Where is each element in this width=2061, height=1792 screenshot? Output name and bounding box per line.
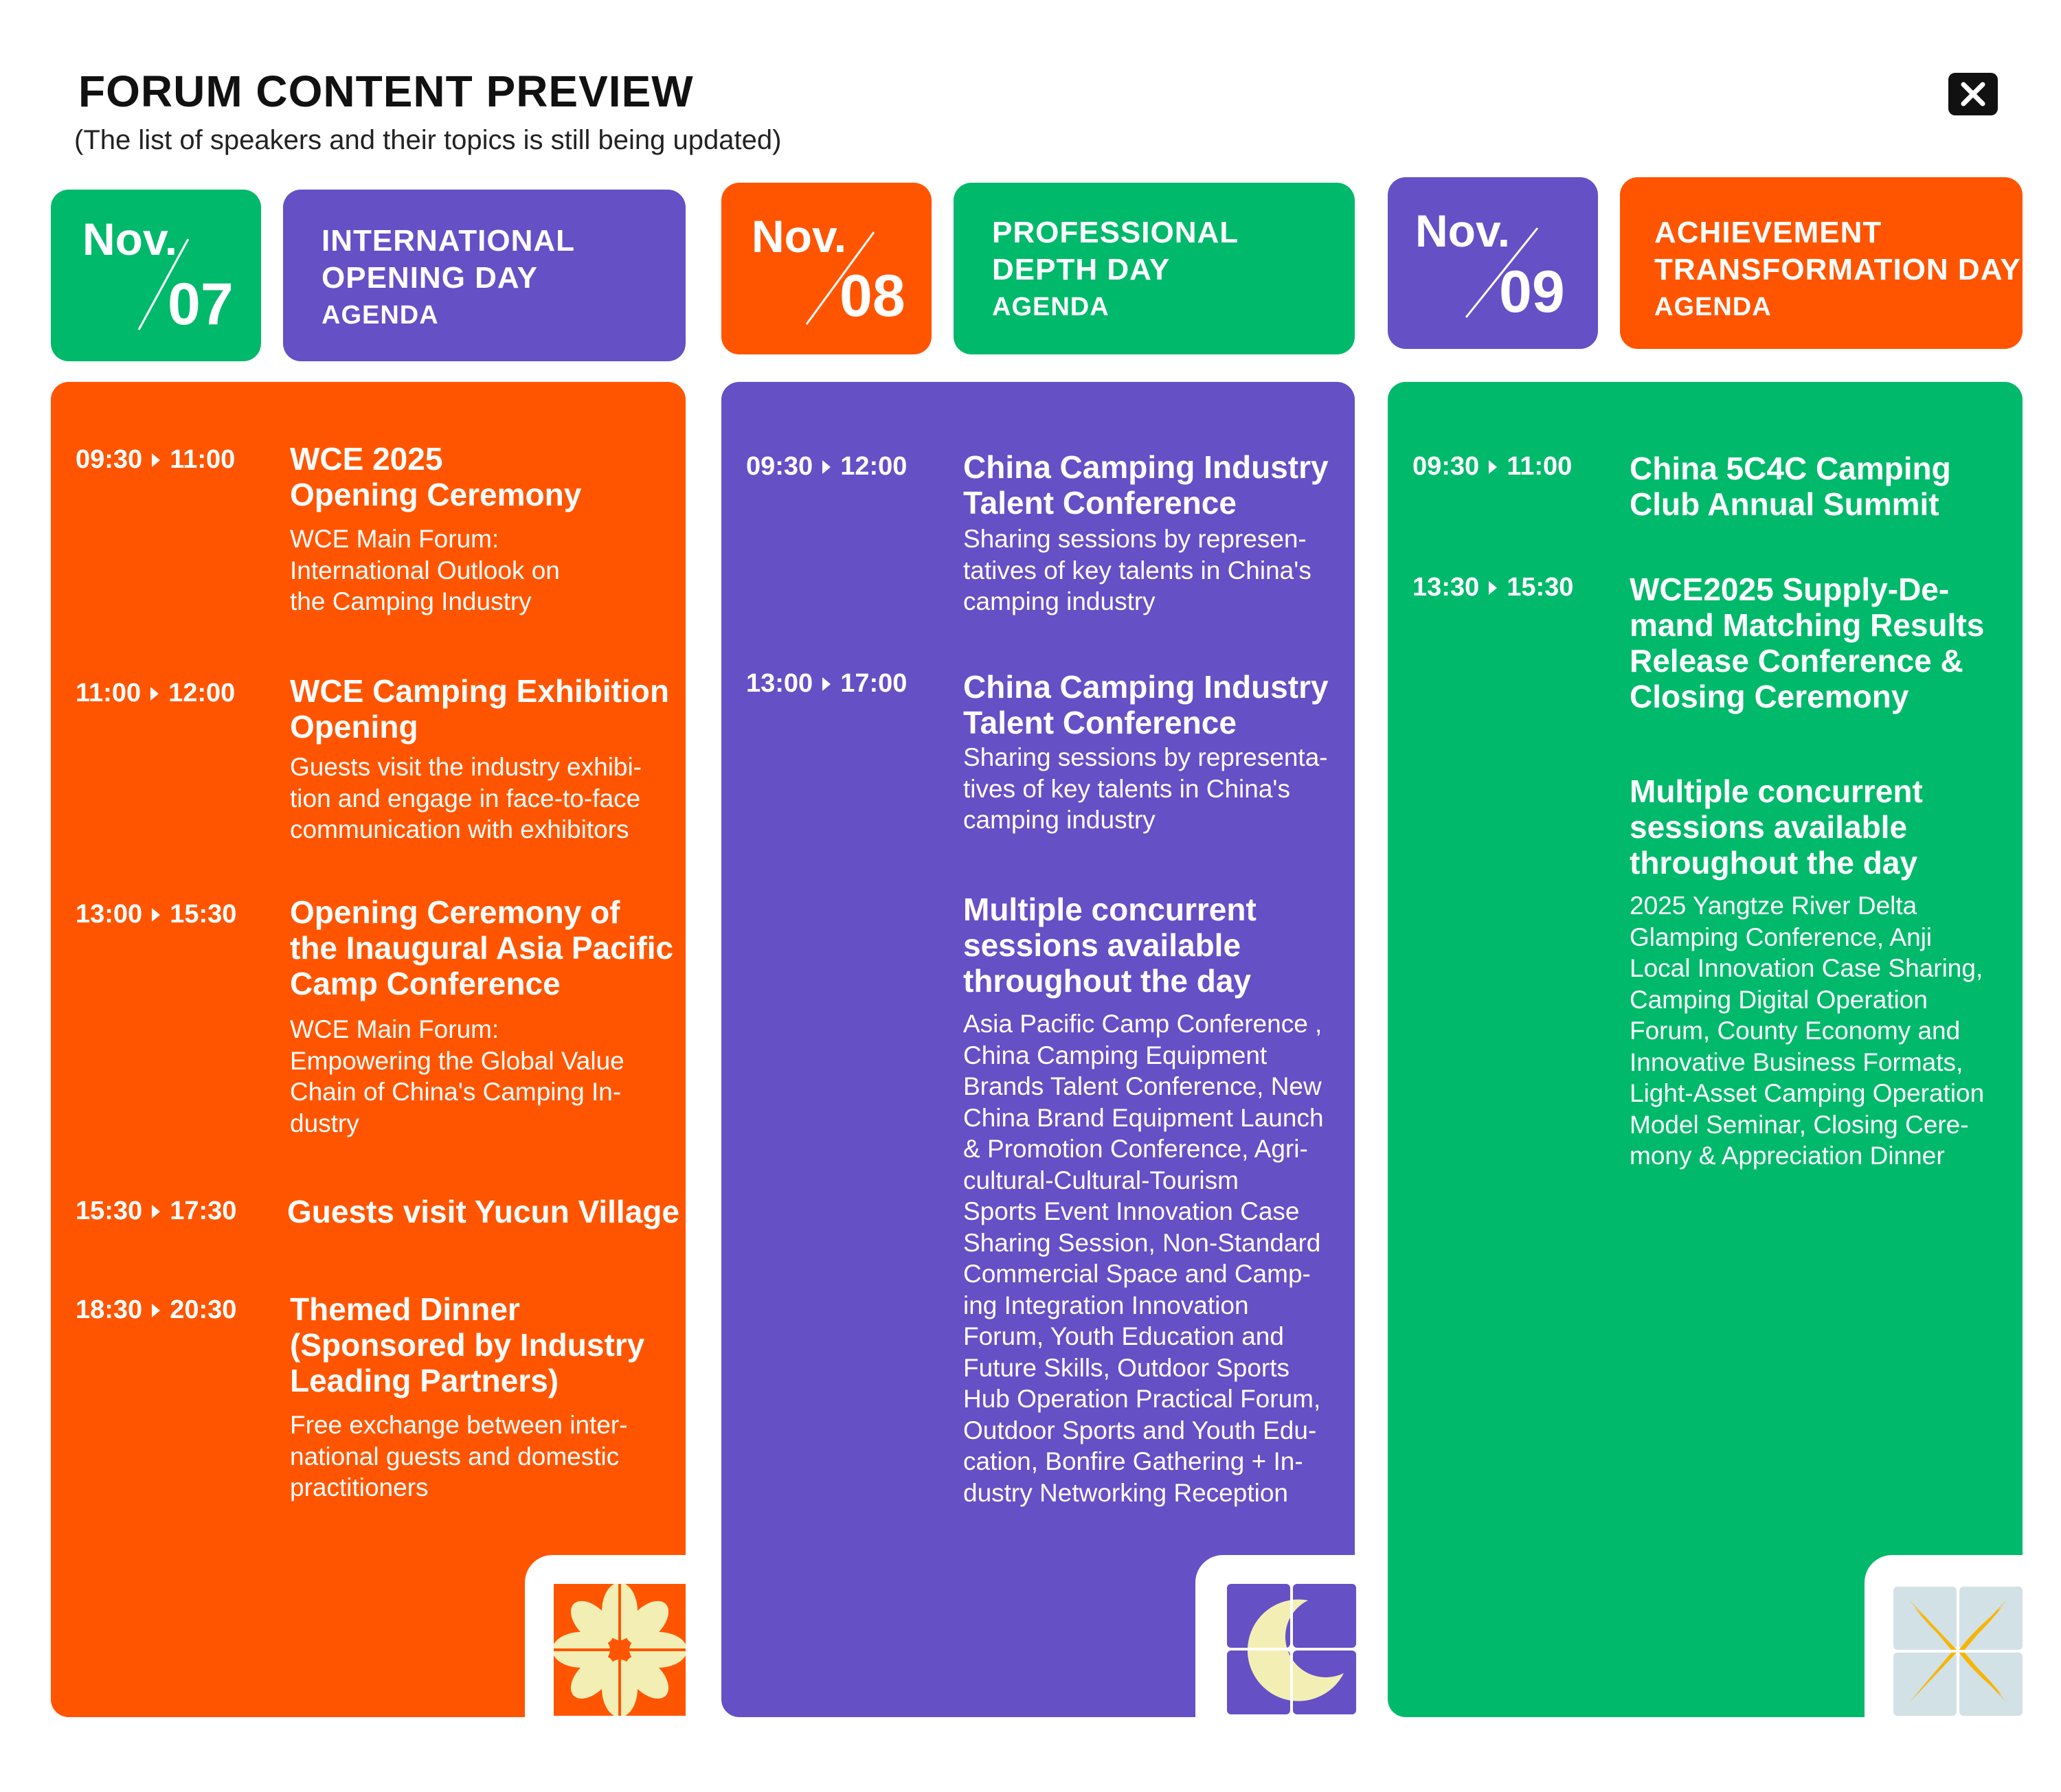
time-start: 13:30 (1412, 573, 1480, 602)
session-time (76, 679, 235, 708)
session-time (1412, 573, 1573, 602)
time-start: 13:00 (746, 669, 813, 698)
session-time (746, 452, 907, 481)
arrow-right-icon (822, 460, 831, 474)
close-button[interactable] (1948, 73, 1998, 115)
session-time (76, 1196, 236, 1226)
date-day: 09 (1499, 259, 1565, 325)
arrow-right-icon (152, 1304, 160, 1317)
heading-agenda: AGENDA (992, 293, 1110, 321)
agenda-column-nov-08 (721, 382, 1355, 1717)
time-end: 12:00 (168, 679, 236, 707)
heading-line-2: DEPTH DAY (992, 253, 1171, 286)
day-heading-nov-07 (283, 190, 686, 361)
arrow-right-icon (152, 1205, 160, 1218)
arrow-right-icon (152, 453, 160, 467)
heading-line-1: INTERNATIONAL (322, 224, 576, 258)
arrow-right-icon (1489, 460, 1497, 474)
time-end: 17:00 (840, 669, 908, 698)
time-end: 15:30 (1507, 573, 1574, 602)
arrow-right-icon (822, 677, 831, 691)
heading-agenda: AGENDA (322, 301, 439, 330)
session-time (1412, 452, 1572, 481)
heading-line-1: PROFESSIONAL (992, 216, 1239, 249)
session-title: China 5C4C Camping Club Annual Summit (1630, 451, 1951, 522)
day-heading-nov-08 (954, 183, 1355, 354)
session-title: Multiple concurrent sessions available throughout the day (1630, 773, 1923, 881)
session-title: Multiple concurrent sessions available throughout the day (963, 892, 1257, 999)
heading-line-2: OPENING DAY (322, 261, 539, 295)
day-heading-nov-09 (1620, 177, 2023, 349)
page-title: FORUM CONTENT PREVIEW (78, 67, 694, 116)
heading-agenda: AGENDA (1654, 293, 1772, 321)
date-badge-nov-07 (51, 190, 261, 361)
time-start: 11:00 (76, 679, 142, 707)
time-start: 09:30 (1412, 452, 1480, 481)
arrow-right-icon (150, 687, 159, 701)
date-day: 08 (840, 263, 905, 329)
agenda-column-nov-07 (51, 382, 686, 1717)
star-icon (1893, 1587, 2023, 1716)
session-title: Themed Dinner (Sponsored by Industry Leading Partners) (290, 1291, 645, 1398)
session-description: WCE Main Forum: International Outlook on the Camping Industry (290, 525, 560, 615)
session-title: WCE 2025 Opening Ceremony (290, 441, 582, 512)
time-end: 12:00 (840, 452, 908, 481)
session-title: China Camping Industry Talent Conference (963, 449, 1329, 521)
time-end: 11:00 (1507, 452, 1573, 481)
session-description: Guests visit the industry exhibi- tion and engage in face-to-face communication with exhibitors (290, 753, 642, 843)
date-month: Nov. (82, 214, 178, 264)
close-icon (1959, 80, 1987, 108)
session-time (746, 669, 907, 699)
session-time (76, 1295, 236, 1325)
flower-icon (554, 1584, 686, 1716)
session-description: Sharing sessions by represen- tatives of key talents in China's camping industry (963, 525, 1311, 615)
session-time (76, 445, 235, 475)
moon-icon (1227, 1584, 1356, 1714)
session-title: Opening Ceremony of the Inaugural Asia Pacific Camp Conference (290, 894, 674, 1001)
agenda-column-nov-09 (1388, 382, 2023, 1717)
session-description: WCE Main Forum: Empowering the Global Value Chain of China's Camping In- dustry (290, 1015, 624, 1137)
date-month: Nov. (752, 211, 847, 262)
page-subtitle: (The list of speakers and their topics is still being updated) (74, 125, 782, 155)
session-title: Guests visit Yucun Village (287, 1194, 679, 1229)
arrow-right-icon (1489, 581, 1497, 595)
time-end: 17:30 (170, 1196, 237, 1225)
heading-line-1: ACHIEVEMENT (1654, 216, 1882, 249)
time-end: 15:30 (170, 900, 237, 929)
heading-line-2: TRANSFORMATION DAY (1654, 253, 2021, 286)
date-day: 07 (168, 271, 234, 337)
session-description: Sharing sessions by representa- tives of key talents in China's camping industry (963, 743, 1328, 834)
date-badge-nov-08 (721, 183, 932, 354)
session-time (76, 900, 236, 929)
session-description: Asia Pacific Camp Conference , China Camping Equipment Brands Talent Conference, New China Brand Equipment Launch & Promotion Conference, Agri- cultural-Cultural-Tourism Sports Event Innovation Case Sharing Session, Non-Standard Commercial Space and Camp- ing Integration Innovation Forum, Youth Education and Future Skills, Outdoor Sports Hub Operation Practical Forum, Outdoor Sports and Youth Edu- cation, Bonfire Gathering + In- dustry Networking Reception (963, 1010, 1324, 1507)
time-end: 20:30 (170, 1295, 237, 1324)
time-start: 09:30 (76, 445, 143, 474)
arrow-right-icon (152, 908, 160, 922)
time-start: 13:00 (76, 900, 143, 929)
date-month: Nov. (1415, 205, 1511, 256)
session-description: Free exchange between inter- national guests and domestic practitioners (290, 1411, 628, 1501)
time-start: 18:30 (76, 1295, 143, 1324)
session-title: China Camping Industry Talent Conference (963, 669, 1329, 740)
time-start: 09:30 (746, 452, 813, 481)
time-start: 15:30 (76, 1196, 143, 1225)
session-title: WCE Camping Exhibition Opening (290, 673, 669, 745)
session-title: WCE2025 Supply-De- mand Matching Results Release Conference & Closing Ceremony (1630, 571, 1985, 714)
time-end: 11:00 (170, 445, 236, 474)
date-slash (1388, 177, 1598, 349)
session-description: 2025 Yangtze River Delta Glamping Conference, Anji Local Innovation Case Sharing, Camping Digital Operation Forum, County Economy and Innovative Business Formats, Light-Asset Camping Operation Model Seminar, Closing Cere- mony & Appreciation Dinner (1630, 892, 1985, 1170)
date-badge-nov-09 (1388, 177, 1598, 349)
